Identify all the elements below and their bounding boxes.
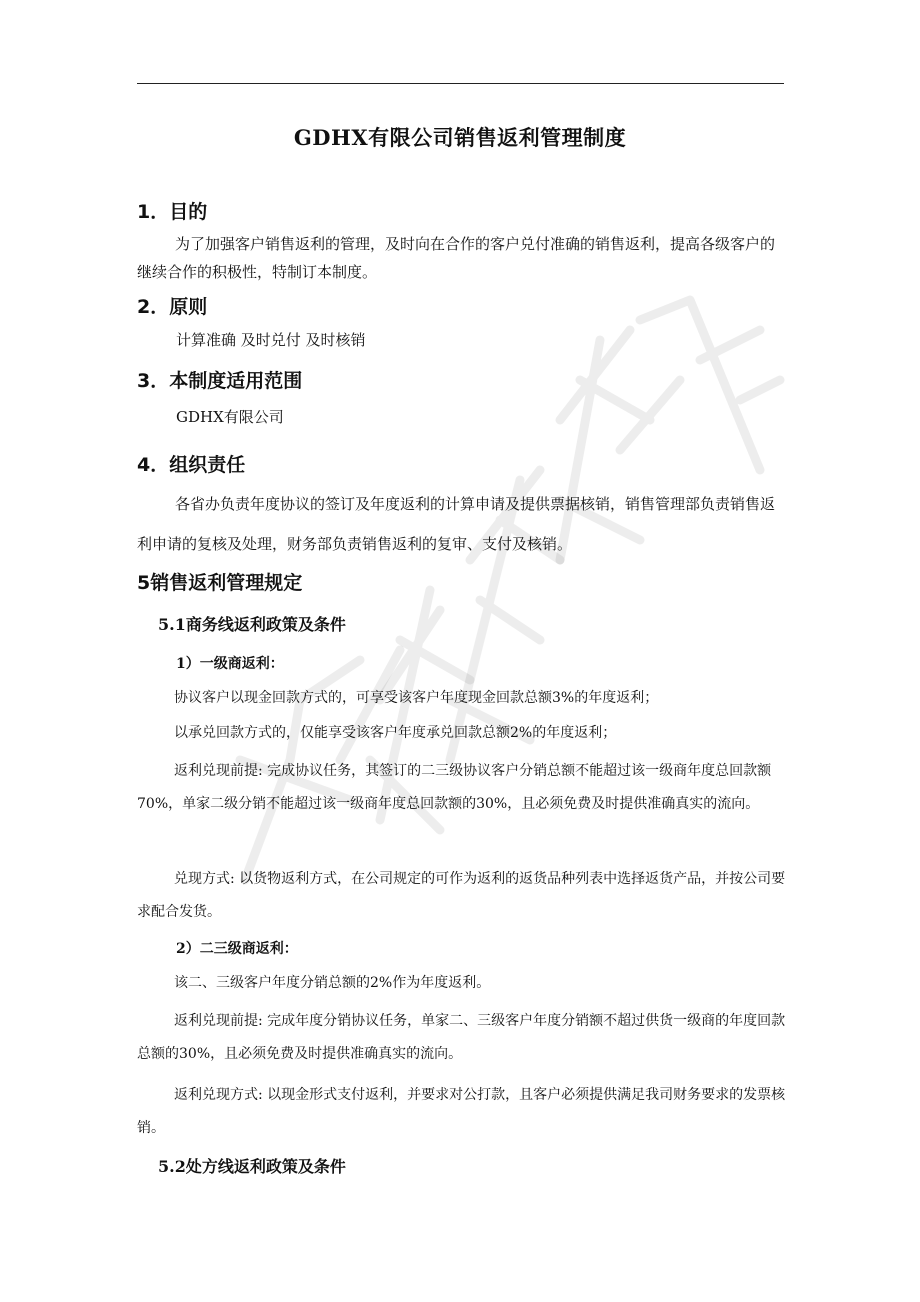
tier1-rebate-precondition-text: 返利兑现前提: 完成协议任务，其签订的二三级协议客户分销总额不能超过该一级商年度总回款额70%，单家二级分销不能超过该一级商年度总回款额的30%，且必须免费及时提供准确真实的流向。 bbox=[137, 763, 772, 812]
tier1-acceptance-rebate-text: 以承兑回款方式的，仅能享受该客户年度承兑回款总额2%的年度返利； bbox=[174, 725, 617, 741]
header-rule bbox=[137, 83, 784, 84]
section-2-paragraph: 计算准确 及时兑付 及时核销 bbox=[176, 331, 366, 349]
section-5-2-heading: 5.2处方线返利政策及条件 bbox=[158, 1157, 346, 1176]
tier1-cash-rebate-text: 协议客户以现金回款方式的，可享受该客户年度现金回款总额3%的年度返利； bbox=[174, 690, 659, 706]
section-3-heading: 3．本制度适用范围 bbox=[137, 370, 303, 392]
section-4-paragraph: 各省办负责年度协议的签订及年度返利的计算申请及提供票据核销，销售管理部负责销售返利申请的复核及处理，财务部负责销售返利的复审、支付及核销。 bbox=[137, 495, 776, 553]
tier23-redemption-method-text: 返利兑现方式: 以现金形式支付返利，并要求对公打款，且客户必须提供满足我司财务要求的发票核销。 bbox=[137, 1087, 786, 1136]
section-5-1-heading: 5.1商务线返利政策及条件 bbox=[158, 615, 346, 634]
section-5-1-1-heading: 1）一级商返利： bbox=[176, 656, 284, 672]
section-3-paragraph: GDHX有限公司 bbox=[176, 408, 284, 426]
tier23-rebate-text: 该二、三级客户年度分销总额的2%作为年度返利。 bbox=[174, 975, 491, 991]
tier23-rebate-precondition-text: 返利兑现前提: 完成年度分销协议任务，单家二、三级客户年度分销额不超过供货一级商的年度回款总额的30%，且必须免费及时提供准确真实的流向。 bbox=[137, 1013, 786, 1062]
section-4-heading: 4．组织责任 bbox=[137, 454, 246, 476]
section-5-heading: 5销售返利管理规定 bbox=[137, 572, 303, 594]
section-2-heading: 2．原则 bbox=[137, 296, 208, 318]
section-5-1-2-heading: 2）二三级商返利： bbox=[176, 941, 298, 957]
document-title: GDHX有限公司销售返利管理制度 bbox=[293, 125, 627, 150]
section-1-paragraph: 为了加强客户销售返利的管理，及时向在合作的客户兑付准确的销售返利，提高各级客户的继续合作的积极性，特制订本制度。 bbox=[137, 235, 776, 281]
section-1-heading: 1．目的 bbox=[137, 201, 208, 223]
tier1-redemption-method-text: 兑现方式: 以货物返利方式，在公司规定的可作为返利的返货品种列表中选择返货产品，并按公司要求配合发货。 bbox=[137, 871, 786, 920]
